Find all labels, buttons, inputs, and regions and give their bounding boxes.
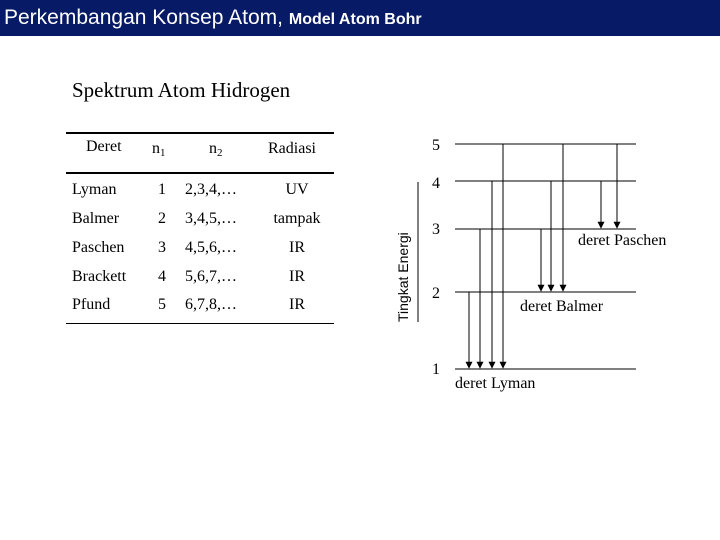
- balmer-series-label: deret Balmer: [520, 298, 604, 315]
- section-heading: Spektrum Atom Hidrogen: [72, 78, 291, 102]
- col-header-radiasi: Radiasi: [268, 140, 316, 157]
- col-header-n1-sub: 1: [160, 147, 166, 159]
- cell-n2: 2,3,4,…: [185, 181, 237, 198]
- cell-radiasi: IR: [289, 239, 305, 256]
- cell-deret: Pfund: [72, 296, 111, 313]
- cell-n1: 2: [158, 210, 166, 227]
- level-label: 5: [432, 137, 440, 154]
- cell-radiasi: IR: [289, 268, 305, 285]
- level-label: 2: [432, 285, 440, 302]
- level-label: 3: [432, 221, 440, 238]
- cell-n1: 3: [158, 239, 166, 256]
- level-label: 4: [432, 175, 440, 192]
- title-main: Perkembangan Konsep Atom,: [4, 6, 284, 29]
- cell-n1: 5: [158, 296, 166, 313]
- cell-n1: 4: [158, 268, 166, 285]
- col-header-n2-sub: 2: [217, 147, 223, 159]
- energy-axis-label: Tingkat Energi: [395, 232, 411, 322]
- cell-n2: 6,7,8,…: [185, 296, 237, 313]
- cell-n2: 5,6,7,…: [185, 268, 237, 285]
- level-label: 1: [432, 361, 440, 378]
- col-header-deret: Deret: [86, 138, 122, 155]
- cell-deret: Paschen: [72, 239, 125, 256]
- col-header-n1-base: n: [152, 140, 160, 157]
- cell-radiasi: UV: [285, 181, 309, 198]
- cell-n1: 1: [158, 181, 166, 198]
- cell-deret: Lyman: [72, 181, 117, 198]
- cell-deret: Brackett: [72, 268, 127, 285]
- col-header-n2-base: n: [209, 140, 217, 157]
- paschen-series-label: deret Paschen: [578, 232, 667, 249]
- title-sub: Model Atom Bohr: [288, 11, 422, 28]
- cell-deret: Balmer: [72, 210, 120, 227]
- cell-n2: 3,4,5,…: [185, 210, 237, 227]
- cell-n2: 4,5,6,…: [185, 239, 237, 256]
- cell-radiasi: IR: [289, 296, 305, 313]
- cell-radiasi: tampak: [273, 210, 321, 227]
- lyman-series-label: deret Lyman: [455, 375, 536, 392]
